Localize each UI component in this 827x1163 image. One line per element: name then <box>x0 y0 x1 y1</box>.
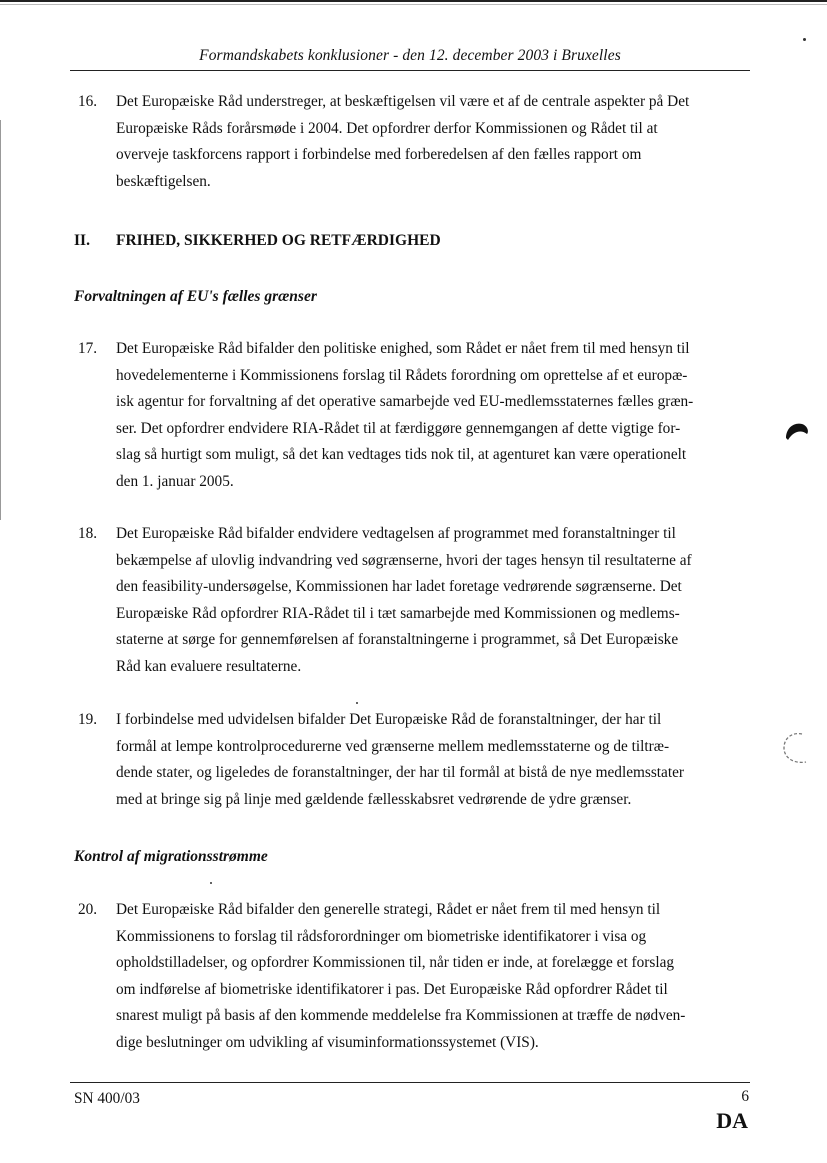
paragraph-17 <box>74 336 754 495</box>
header-rule <box>70 70 750 71</box>
paragraph-line: opholdstilladelser, og opfordrer Kommissionen til, når tiden er inde, at forelægge et forslag <box>116 954 675 971</box>
language-code: DA <box>716 1108 748 1133</box>
paragraph-number: 20. <box>78 901 98 918</box>
paragraph-line: Råd kan evaluere resultaterne. <box>116 657 302 675</box>
paragraph-line: snarest muligt på basis af den kommende meddelelse fra Kommissionen at træffe de nødven- <box>116 1007 686 1024</box>
scan-speck <box>803 38 806 41</box>
paragraph-19 <box>74 707 754 813</box>
paragraph-16 <box>74 89 754 195</box>
paragraph-line: bekæmpelse af ulovlig indvandring ved søgrænserne, hvori der tages hensyn til resultaterne af <box>116 551 692 569</box>
paragraph-line: Det Europæiske Råd bifalder den politiske enighed, som Rådet er nået frem til med hensyn til <box>116 340 690 357</box>
paragraph-line: Kommissionens to forslag til rådsforordninger om biometriske identifikatorer i visa og <box>116 927 647 945</box>
scan-speck <box>210 882 212 884</box>
paragraph-number: 18. <box>78 525 98 542</box>
paragraph-line: Europæiske Råd opfordrer RIA-Rådet til i tæt samarbejde med Kommissionen og medlems- <box>116 604 680 622</box>
scan-edge-top-faint <box>0 4 827 5</box>
paragraph-line: ser. Det opfordrer endvidere RIA-Rådet til at færdiggøre gennemgangen af dette vigtige for- <box>116 419 681 437</box>
running-header: Formandskabets konklusioner - den 12. december 2003 i Bruxelles <box>199 47 621 64</box>
paragraph-line: dige beslutninger om udvikling af visuminformationssystemet (VIS). <box>116 1033 539 1051</box>
paragraph-line: med at bringe sig på linje med gældende fællesskabsret vedrørende de ydre grænser. <box>116 790 632 808</box>
scan-edge-left <box>0 120 1 520</box>
paragraph-line: dende stater, og ligeledes de foranstaltninger, der har til formål at bistå de nye medlemsstater <box>116 764 684 781</box>
paragraph-line: Det Europæiske Råd understreger, at beskæftigelsen vil være et af de centrale aspekter på Det <box>116 93 690 110</box>
paragraph-number: 16. <box>78 93 98 110</box>
paragraph-line: hovedelementerne i Kommissionens forslag til Rådets forordning om oprettelse af et europæ- <box>116 366 688 384</box>
punch-hole-mark-lower <box>780 728 810 768</box>
paragraph-line: beskæftigelsen. <box>116 172 211 190</box>
scan-speck <box>356 702 358 704</box>
paragraph-line: Det Europæiske Råd bifalder endvidere vedtagelsen af programmet med foranstaltninger til <box>116 525 676 542</box>
paragraph-line: overveje taskforcens rapport i forbindelse med forberedelsen af den fælles rapport om <box>116 146 642 163</box>
paragraph-line: Europæiske Råds forårsmøde i 2004. Det opfordrer derfor Kommissionen og Rådet til at <box>116 119 658 137</box>
section-title: FRIHED, SIKKERHED OG RETFÆRDIGHED <box>116 232 441 249</box>
paragraph-line: isk agentur for forvaltning af det operative samarbejde ved EU-medlemsstaternes fælles græn- <box>116 393 694 410</box>
paragraph-number: 17. <box>78 340 98 357</box>
scan-edge-top <box>0 0 827 2</box>
subheading-borders: Forvaltningen af EU's fælles grænser <box>74 288 317 305</box>
paragraph-20 <box>74 897 754 1056</box>
paragraph-line: den 1. januar 2005. <box>116 472 234 490</box>
paragraph-line: I forbindelse med udvidelsen bifalder Det Europæiske Råd de foranstaltninger, der har til <box>116 711 662 728</box>
paragraph-line: formål at lempe kontrolprocedurerne ved grænserne mellem medlemsstaterne og de tiltræ- <box>116 737 670 755</box>
paragraph-line: om indførelse af biometriske identifikatorer i pas. Det Europæiske Råd opfordrer Rådet til <box>116 980 668 998</box>
subheading-migration: Kontrol af migrationsstrømme <box>74 848 268 865</box>
document-reference: SN 400/03 <box>74 1090 140 1107</box>
section-number: II. <box>74 232 90 249</box>
paragraph-line: staterne at sørge for gennemførelsen af foranstaltningerne i programmet, så Det Europæiske <box>116 631 679 648</box>
paragraph-number: 19. <box>78 711 98 728</box>
paragraph-line: den feasibility-undersøgelse, Kommissionen har ladet foretage vedrørende søgrænserne. Det <box>116 578 682 595</box>
page-number: 6 <box>741 1088 749 1105</box>
paragraph-line: slag så hurtigt som muligt, så det kan vedtages tids nok til, at agenturet kan være operationelt <box>116 446 687 463</box>
punch-hole-mark-upper <box>782 418 810 446</box>
paragraph-line: Det Europæiske Råd bifalder den generelle strategi, Rådet er nået frem til med hensyn til <box>116 901 661 918</box>
paragraph-18 <box>74 521 754 680</box>
footer-rule <box>70 1082 750 1083</box>
